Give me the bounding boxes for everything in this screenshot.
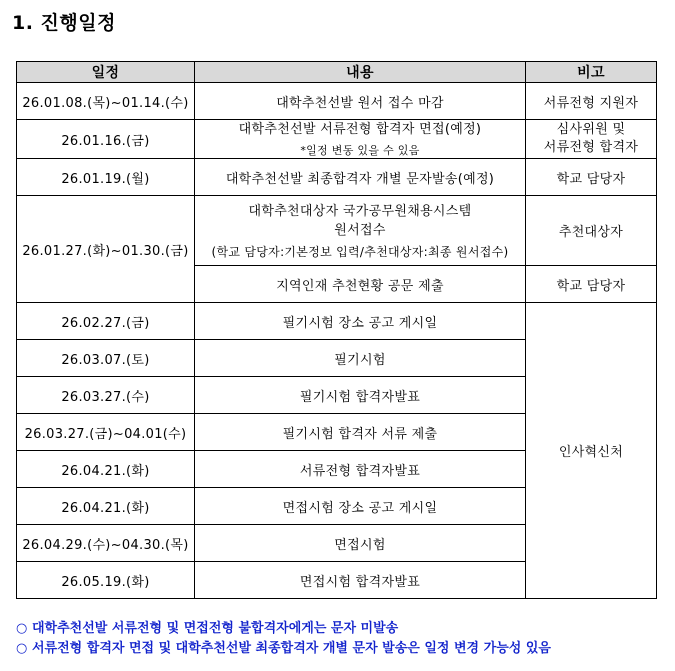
notes-list bbox=[16, 619, 671, 659]
remark-cell: 학교 담당자 bbox=[526, 266, 657, 303]
date-cell: 26.04.21.(화) bbox=[17, 488, 195, 525]
remark-cell bbox=[526, 120, 657, 159]
table-row bbox=[17, 303, 657, 340]
section-title: 1. 진행일정 bbox=[12, 12, 116, 34]
note-item bbox=[16, 639, 671, 659]
date-cell: 26.04.21.(화) bbox=[17, 451, 195, 488]
content-cell: 면접시험 장소 공고 게시일 bbox=[195, 488, 526, 525]
content-cell: 대학추천선발 원서 접수 마감 bbox=[195, 83, 526, 120]
content-cell: 필기시험 합격자 서류 제출 bbox=[195, 414, 526, 451]
date-cell: 26.03.27.(금)~04.01(수) bbox=[17, 414, 195, 451]
note-item bbox=[16, 619, 671, 639]
content-main: 대학추천선발 서류전형 합격자 면접(예정) bbox=[238, 122, 482, 137]
circle-bullet-icon: ○ bbox=[16, 641, 28, 656]
content-cell: 서류전형 합격자발표 bbox=[195, 451, 526, 488]
date-cell: 26.02.27.(금) bbox=[17, 303, 195, 340]
date-cell: 26.05.19.(화) bbox=[17, 562, 195, 599]
content-cell: 면접시험 bbox=[195, 525, 526, 562]
remark-cell: 서류전형 지원자 bbox=[526, 83, 657, 120]
content-cell: 필기시험 합격자발표 bbox=[195, 377, 526, 414]
content-cell bbox=[195, 120, 526, 159]
date-cell: 26.03.27.(수) bbox=[17, 377, 195, 414]
date-cell: 26.01.08.(목)~01.14.(수) bbox=[17, 83, 195, 120]
header-remark: 비고 bbox=[526, 62, 657, 83]
remark-line-1: 심사위원 및 bbox=[556, 122, 626, 137]
header-content: 내용 bbox=[195, 62, 526, 83]
remark-line-2: 서류전형 합격자 bbox=[543, 140, 639, 155]
remark-cell: 학교 담당자 bbox=[526, 159, 657, 196]
content-note: (학교 담당자:기본정보 입력/추천대상자:최종 원서접수) bbox=[211, 244, 509, 259]
date-cell: 26.03.07.(토) bbox=[17, 340, 195, 377]
circle-bullet-icon: ○ bbox=[16, 621, 28, 636]
content-cell: 면접시험 합격자발표 bbox=[195, 562, 526, 599]
date-cell: 26.01.27.(화)~01.30.(금) bbox=[17, 196, 195, 303]
date-cell: 26.01.16.(금) bbox=[17, 120, 195, 159]
table-row bbox=[17, 196, 657, 266]
content-cell: 필기시험 장소 공고 게시일 bbox=[195, 303, 526, 340]
remark-cell: 추천대상자 bbox=[526, 196, 657, 266]
content-note: *일정 변동 있을 수 있음 bbox=[300, 144, 420, 157]
table-row bbox=[17, 159, 657, 196]
note-text: 대학추천선발 서류전형 및 면접전형 불합격자에게는 문자 미발송 bbox=[32, 621, 399, 636]
content-line-1: 대학추천대상자 국가공무원채용시스템 bbox=[248, 203, 472, 219]
content-line-2: 원서접수 bbox=[334, 222, 386, 238]
table-row bbox=[17, 83, 657, 120]
remark-cell: 인사혁신처 bbox=[526, 303, 657, 599]
content-cell: 지역인재 추천현황 공문 제출 bbox=[195, 266, 526, 303]
content-cell: 필기시험 bbox=[195, 340, 526, 377]
content-cell: 대학추천선발 최종합격자 개별 문자발송(예정) bbox=[195, 159, 526, 196]
content-cell bbox=[195, 196, 526, 266]
table-row bbox=[17, 120, 657, 159]
schedule-table bbox=[16, 61, 657, 599]
note-text: 서류전형 합격자 면접 및 대학추천선발 최종합격자 개별 문자 발송은 일정 변경 가능성 있음 bbox=[32, 641, 551, 656]
header-date: 일정 bbox=[17, 62, 195, 83]
date-cell: 26.04.29.(수)~04.30.(목) bbox=[17, 525, 195, 562]
table-header-row bbox=[17, 62, 657, 83]
date-cell: 26.01.19.(월) bbox=[17, 159, 195, 196]
